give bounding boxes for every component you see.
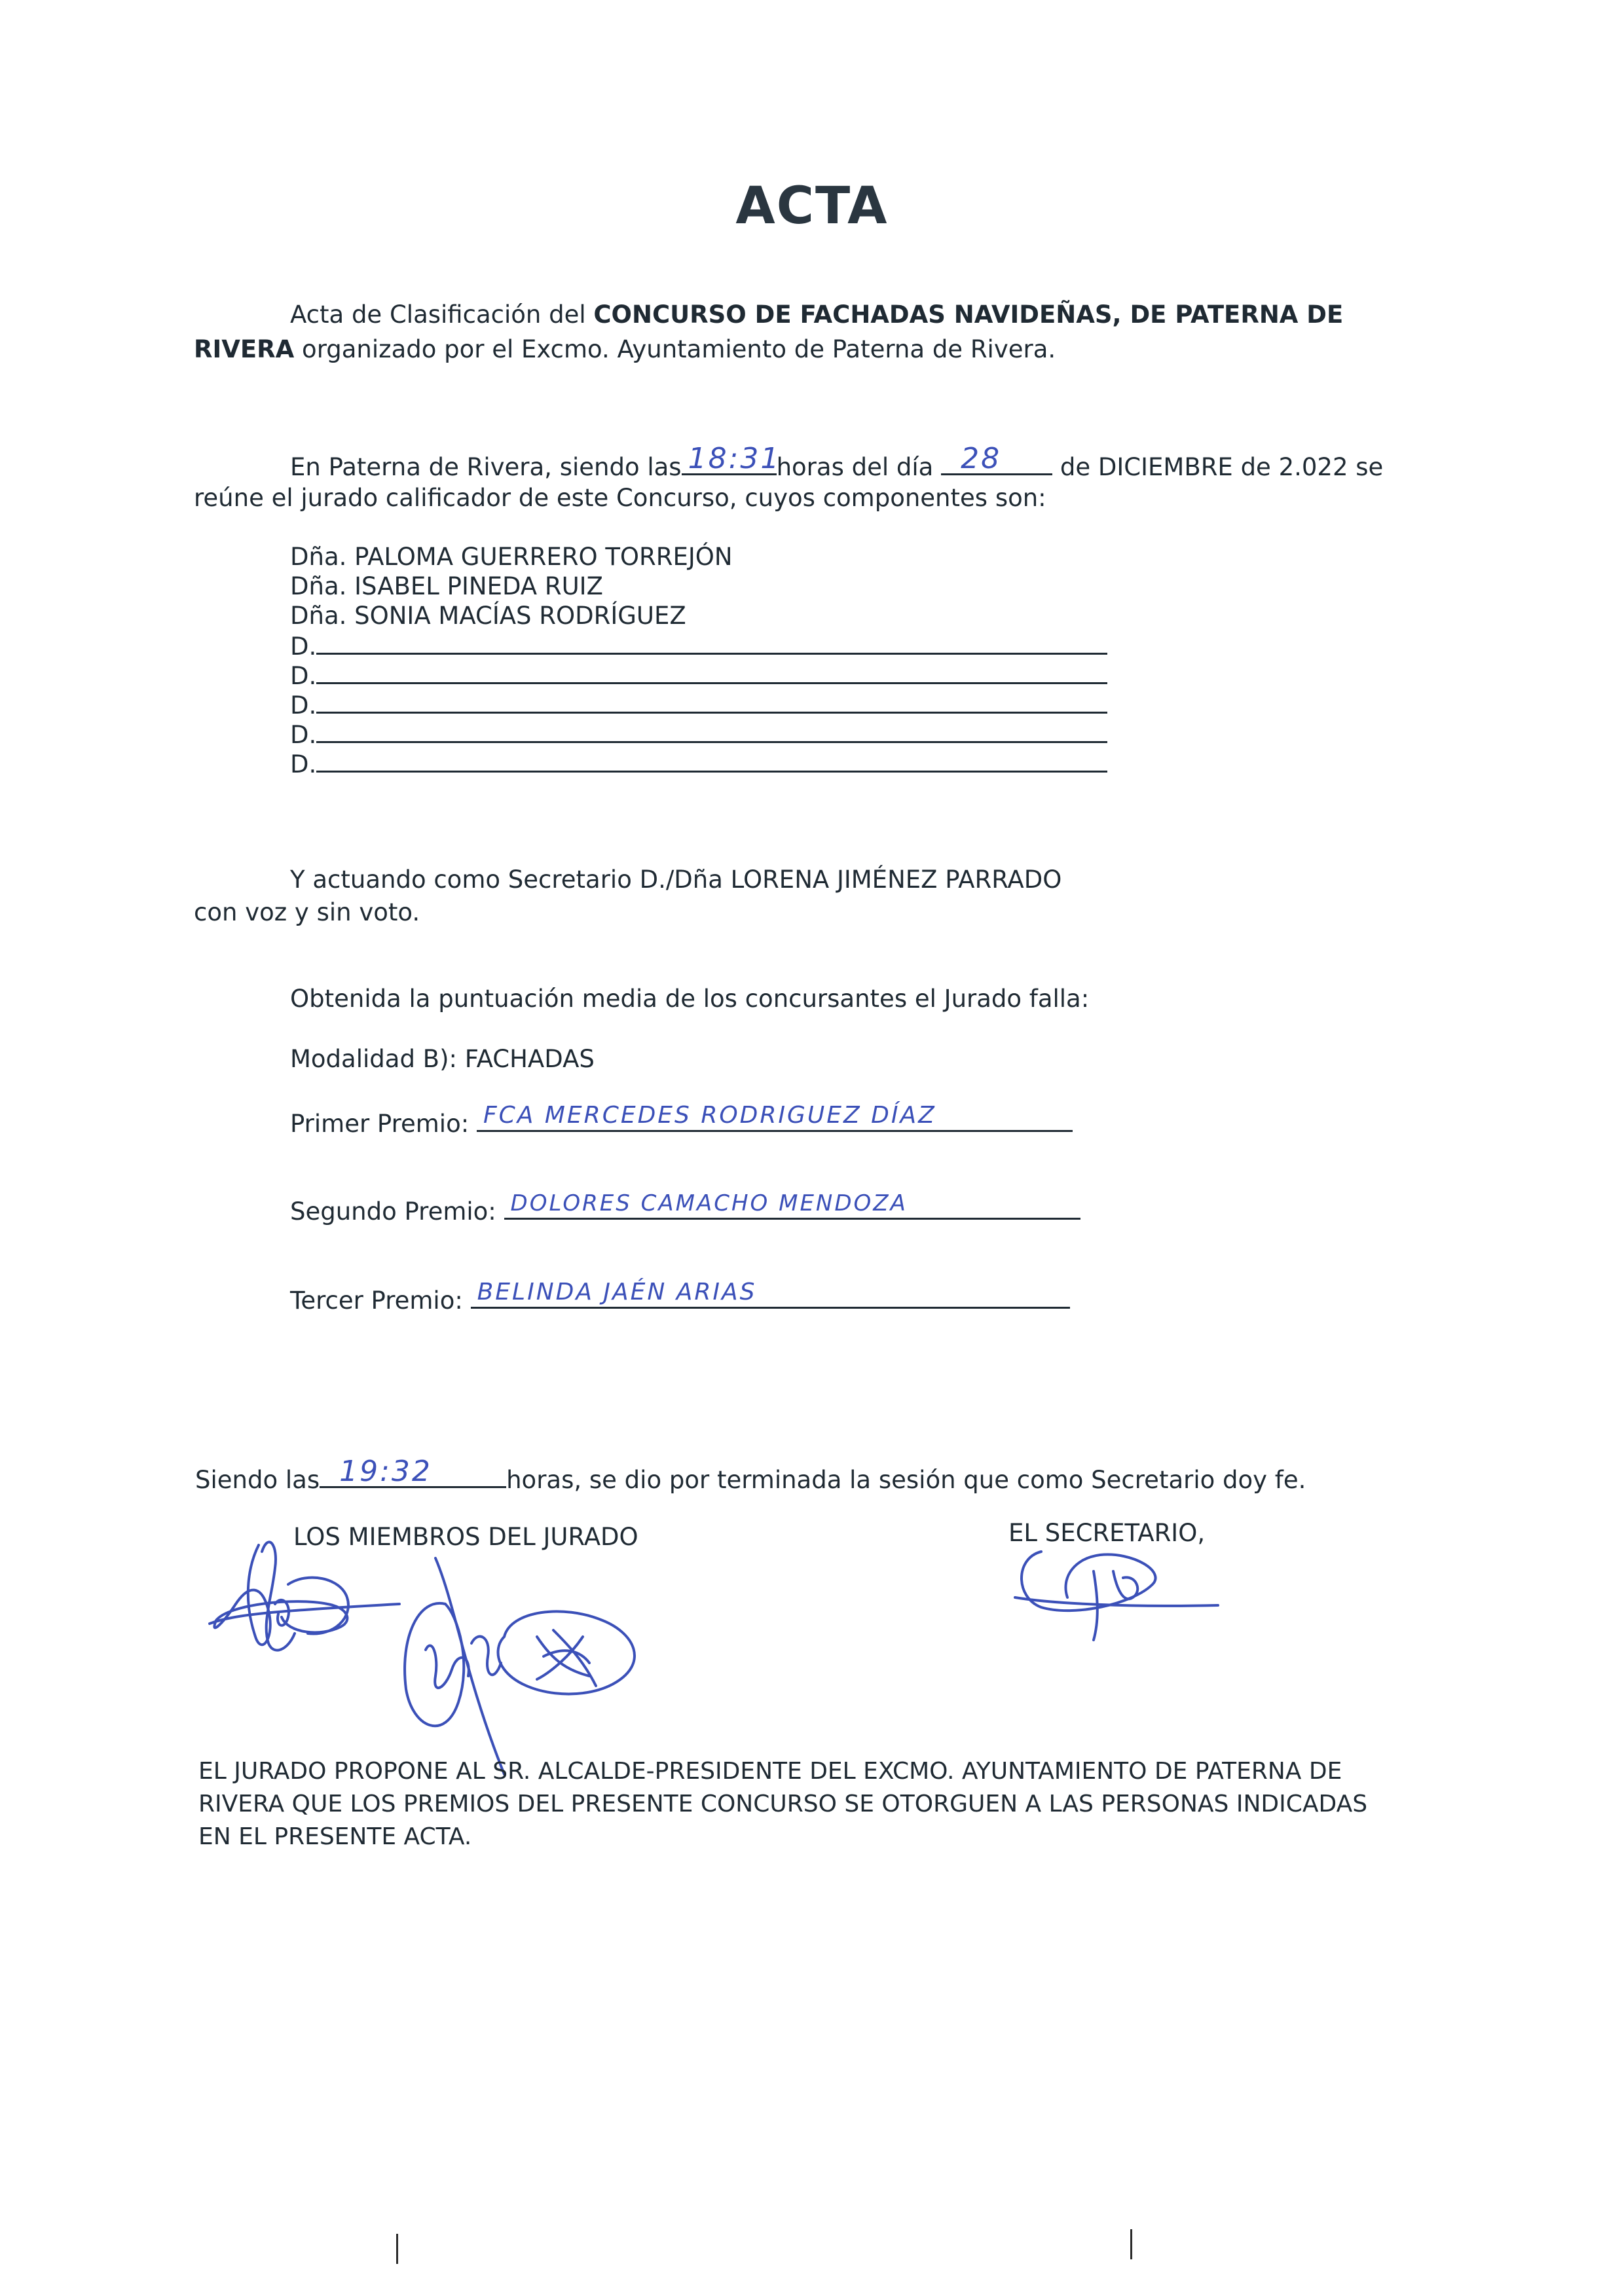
- blank-member-field: [316, 660, 1107, 684]
- secretary-line-1: Y actuando como Secretario D./Dña LORENA JIMÉNEZ PARRADO: [290, 866, 1062, 894]
- proposal-line-2: RIVERA QUE LOS PREMIOS DEL PRESENTE CONCURSO SE OTORGUEN A LAS PERSONAS INDICADAS: [198, 1791, 1368, 1817]
- secretary-signature-label: EL SECRETARIO,: [1008, 1519, 1206, 1547]
- proposal-line-3: EN EL PRESENTE ACTA.: [198, 1823, 472, 1850]
- blank-member-field: [316, 689, 1107, 714]
- meeting-line-1: [290, 442, 1384, 484]
- first-prize-row: [290, 1102, 1073, 1141]
- blank-member-line-4: [290, 719, 1107, 750]
- intro-line-2: [194, 333, 1056, 367]
- second-prize-label: Segundo Premio:: [290, 1197, 496, 1226]
- second-prize-row: [290, 1190, 1080, 1229]
- meeting-part3: de DICIEMBRE de 2.022 se: [1060, 453, 1384, 481]
- closing-time-handwritten: 19:32: [339, 1455, 432, 1488]
- jury-signatures-drawing: [196, 1506, 668, 1781]
- closing-line: [195, 1455, 1306, 1497]
- jury-member-3: Dña. SONIA MACÍAS RODRÍGUEZ: [290, 602, 686, 630]
- verdict-intro: Obtenida la puntuación media de los concursantes el Jurado falla:: [290, 985, 1090, 1013]
- contest-name: CONCURSO DE FACHADAS NAVIDEÑAS, DE PATERNA DE: [593, 301, 1344, 329]
- meeting-line-2: reúne el jurado calificador de este Concurso, cuyos componentes son:: [194, 484, 1046, 512]
- secretary-signature-drawing: [1002, 1525, 1225, 1650]
- secretary-line-2: con voz y sin voto.: [194, 898, 420, 926]
- second-prize-winner: DOLORES CAMACHO MENDOZA: [510, 1190, 908, 1216]
- modality: Modalidad B): FACHADAS: [290, 1045, 595, 1073]
- document-title: ACTA: [735, 177, 889, 236]
- blank-member-prefix: D.: [290, 691, 317, 720]
- contest-name-end: RIVERA: [194, 335, 295, 363]
- proposal-line-1: EL JURADO PROPONE AL SR. ALCALDE-PRESIDENTE DEL EXCMO. AYUNTAMIENTO DE PATERNA DE: [198, 1758, 1342, 1785]
- blank-member-line-1: [290, 630, 1107, 662]
- third-prize-field: [471, 1279, 1070, 1309]
- meeting-part2: horas del día: [776, 453, 934, 481]
- scan-mark-left: [396, 2234, 398, 2264]
- blank-member-field: [316, 748, 1107, 773]
- blank-member-field: [316, 719, 1107, 743]
- jury-member-2: Dña. ISABEL PINEDA RUIZ: [290, 572, 603, 600]
- intro-prefix: Acta de Clasificación del: [290, 301, 594, 329]
- closing-part2: horas, se dio por terminada la sesión que como Secretario doy fe.: [506, 1466, 1306, 1494]
- second-prize-field: [504, 1190, 1080, 1220]
- blank-member-prefix: D.: [290, 662, 317, 690]
- meeting-day-handwritten: 28: [961, 442, 1002, 475]
- blank-member-line-2: [290, 660, 1107, 691]
- jury-member-1: Dña. PALOMA GUERRERO TORREJÓN: [290, 543, 733, 571]
- third-prize-row: [290, 1279, 1070, 1318]
- third-prize-label: Tercer Premio:: [290, 1286, 463, 1315]
- blank-member-line-3: [290, 689, 1107, 721]
- blank-member-prefix: D.: [290, 721, 317, 749]
- meeting-time-handwritten: 18:31: [688, 442, 781, 475]
- blank-member-prefix: D.: [290, 632, 317, 661]
- first-prize-winner: FCA MERCEDES RODRIGUEZ DÍAZ: [483, 1102, 936, 1129]
- blank-member-prefix: D.: [290, 750, 317, 778]
- scan-mark-right: [1130, 2229, 1132, 2259]
- blank-member-field: [316, 630, 1107, 655]
- third-prize-winner: BELINDA JAÉN ARIAS: [477, 1279, 757, 1305]
- meeting-day-field: [941, 442, 1052, 475]
- intro-suffix: organizado por el Excmo. Ayuntamiento de Paterna de Rivera.: [294, 335, 1056, 363]
- closing-time-field: [320, 1455, 506, 1488]
- closing-part1: Siendo las: [195, 1466, 320, 1494]
- meeting-time-field: [682, 442, 781, 475]
- first-prize-field: [477, 1102, 1073, 1132]
- blank-member-line-5: [290, 748, 1107, 780]
- meeting-part1: En Paterna de Rivera, siendo las: [290, 453, 682, 481]
- intro-line-1: [290, 298, 1343, 332]
- jury-signature-label: LOS MIEMBROS DEL JURADO: [293, 1523, 638, 1551]
- first-prize-label: Primer Premio:: [290, 1110, 470, 1138]
